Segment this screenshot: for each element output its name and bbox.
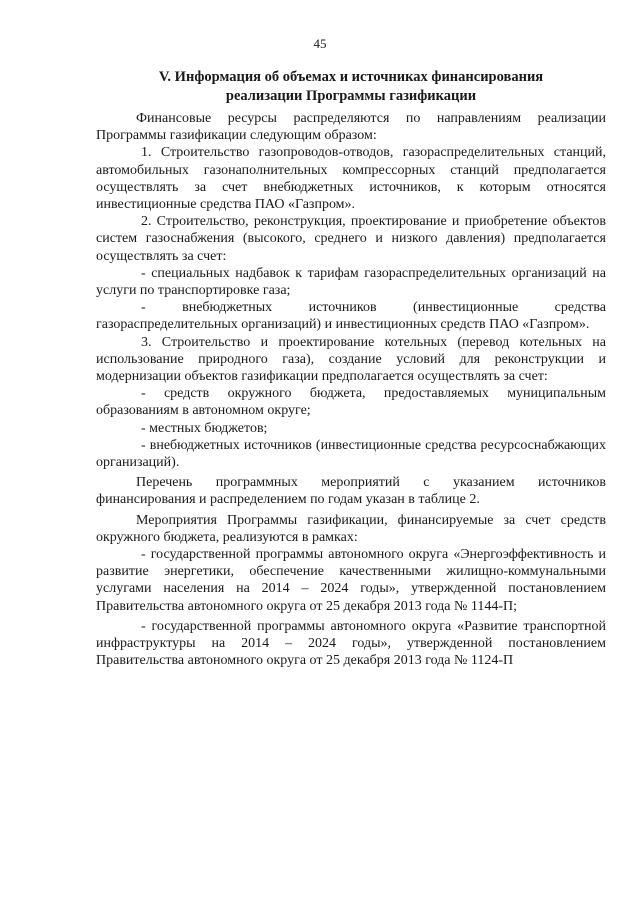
bullet-local-budgets: - местных бюджетов; — [141, 420, 268, 436]
bullet-resource-supply-orgs: - внебюджетных источников (инвестиционные средства ресурсоснабжающих организаций). — [96, 437, 606, 471]
paragraph-item-3: 3. Строительство и проектирование котельных (перевод котельных на использование природного газа), создание условий для реконструкции и модернизации объектов газификации предполагается осуществлять за счет: — [96, 334, 606, 385]
paragraph-intro: Финансовые ресурсы распределяются по направлениям реализации Программы газификации следующим образом: — [96, 111, 606, 144]
paragraph-measures-funding: Мероприятия Программы газификации, финансируемые за счет средств окружного бюджета, реализуются в рамках: — [96, 512, 606, 545]
section-title-line-1: V. Информация об объемах и источниках финансирования — [158, 69, 544, 85]
paragraph-item-2: 2. Строительство, реконструкция, проектирование и приобретение объектов систем газоснабжения (высокого, среднего и низкого давления) предполагается осуществлять за счет: — [96, 214, 606, 264]
section-title — [96, 68, 606, 106]
paragraph-item-1: 1. Строительство газопроводов-отводов, газораспределительных станций, автомобильных газонаполнительных компрессорных станций предполагается осуществлять за счет внебюджетных источников, к которым относятся инвестиционные средства ПАО «Газпром». — [96, 145, 606, 213]
section-title-line-2: реализации Программы газификации — [225, 88, 477, 104]
page-number: 45 — [313, 36, 327, 51]
bullet-extrabudgetary-sources: - внебюджетных источников (инвестиционные средства газораспределительных организаций) и инвестиционных средств ПАО «Газпром». — [96, 300, 606, 333]
document-body — [96, 110, 606, 670]
paragraph-measures-list: Перечень программных мероприятий с указанием источников финансирования и распределением по годам указан в таблице 2. — [96, 475, 606, 508]
bullet-energy-program: - государственной программы автономного округа «Энергоэффективность и развитие энергетики, обеспечение качественными жилищно-коммунальными услугами населения на 2014 – 2024 годы», утвержденной постановлением Правительства автономного округа от 25 декабря 2013 года № 1144-П; — [96, 547, 606, 614]
bullet-transport-program: - государственной программы автономного округа «Развитие транспортной инфраструктуры на 2014 – 2024 годы», утвержденной постановлением Правительства автономного округа от 25 декабря 2013 года № 1124-П — [96, 618, 606, 669]
bullet-district-budget: - средств окружного бюджета, предоставляемых муниципальным образованиям в автономном округе; — [96, 386, 606, 419]
bullet-special-surcharges: - специальных надбавок к тарифам газораспределительных организаций на услуги по транспортировке газа; — [96, 265, 606, 299]
